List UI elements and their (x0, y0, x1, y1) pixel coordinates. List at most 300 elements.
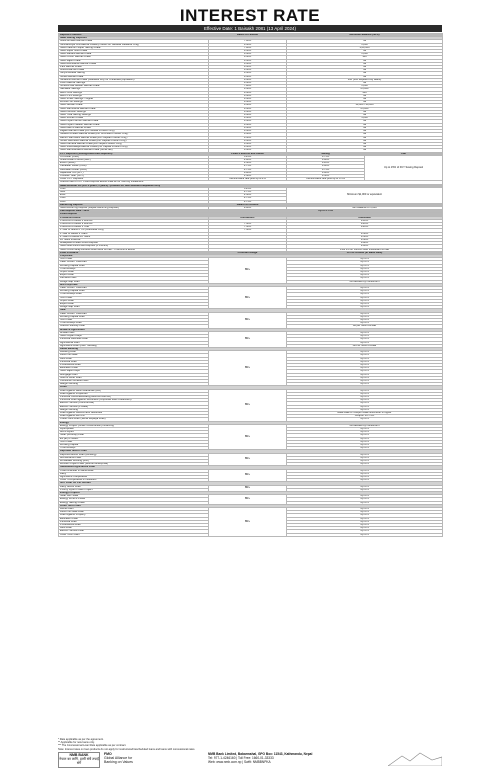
table-cell: Up to 4 (287, 315, 443, 318)
table-cell: Up to 4 (287, 408, 443, 411)
table-cell: Electric Vehicle (Commercial) (59, 402, 209, 405)
table-cell: 4.00% (209, 158, 287, 161)
table-cell: Interest Subsidy Loan (59, 325, 209, 328)
table-cell: 6.50% (209, 59, 287, 62)
table-cell: Women Project Loan (Women Enterprise) (59, 463, 209, 466)
table-cell: 5.25% (209, 187, 287, 190)
table-cell: Coupon 1% / 2% (287, 415, 443, 418)
table-cell: Solar Gov Solar (59, 495, 209, 498)
table-cell: 4.50% (209, 194, 287, 197)
website-link[interactable]: Web: www.nmb.com.np | Swift: NMBBNPKA (208, 760, 271, 764)
table-cell: Other Term Loan (59, 504, 443, 507)
table-cell: NMB Sthiram Khata (59, 117, 209, 120)
table-cell: 8.20% (287, 222, 443, 225)
table-cell: NMB Loyal Pradesh Bachat Khata (59, 123, 209, 126)
table-cell: Loan Against Property (59, 514, 209, 517)
table-cell: CAD (59, 197, 209, 200)
table-cell: Individual (287, 216, 443, 219)
table-cell: Up to 4 (287, 444, 443, 447)
table-cell: Australian Dollar (AUD) (59, 168, 209, 171)
table-cell: Good Amdani Bachat Khata (59, 40, 209, 43)
table-cell: Lagani Bachat Khata (For Mutual Product Only) (59, 130, 209, 133)
table-cell: Saving (287, 152, 365, 155)
table-cell: Nil (287, 126, 443, 129)
table-cell: NMB Sahara Bachat Khata (59, 53, 209, 56)
table-cell: Up to 4 (287, 264, 443, 267)
table-cell: NMB Sajilo Karja (59, 370, 209, 373)
table-cell: Surakshit Bachat Khata (Available only for Unbanked population) (59, 78, 209, 81)
table-cell: 0.40% (287, 165, 365, 168)
table-cell: 6.50% (209, 66, 287, 69)
table-cell: 4.75% (209, 197, 287, 200)
table-cell: Plus 1% on current fixed individual FD rate (287, 248, 443, 251)
table-cell: NMB Smart Savings - Digital (59, 98, 209, 101)
table-cell: NMB Remittance Bachat Khata (59, 62, 209, 65)
table-cell: Nil (287, 114, 443, 117)
table-cell: NST Loan for Per Annum (59, 482, 443, 485)
table-cell: 1,000 (287, 53, 443, 56)
table-cell: 1 Year to below 2 Yrs (Individual Only) (59, 229, 209, 232)
table-cell: Demand Loan (59, 277, 209, 280)
table-cell: GBP (59, 190, 209, 193)
table-cell: Electric Vehicle (Private) (59, 405, 209, 408)
table-cell: 2 Years to Below 10 Years (59, 235, 209, 238)
table-cell: Nil (287, 94, 443, 97)
table-cell: Cash Credit / Overdraft (59, 261, 209, 264)
table-cell: BR+ (209, 351, 287, 386)
table-cell: 9.00% (209, 206, 287, 209)
table-cell: Micro Hydro (59, 431, 209, 434)
table-cell: Up to 4 (287, 520, 443, 523)
table-cell: Trust Receipt Loan (59, 322, 209, 325)
table-cell: Trust Receipt Loan (59, 293, 209, 296)
table-cell: Fixed 6 Months and Above (209, 152, 287, 155)
table-cell: Working Capital Loan (59, 264, 209, 267)
table-cell: 25,000 (287, 107, 443, 110)
table-cell: Institutions (209, 216, 287, 219)
table-cell: Nil (287, 149, 443, 152)
table-cell: Agriculture Loan (Inter. Subsidy) (59, 344, 209, 347)
table-cell: Up to 4 (287, 498, 443, 501)
table-cell: Working Capital Loan (59, 290, 209, 293)
table-cell: 6.50% (209, 110, 287, 113)
table-cell: BR+ (209, 508, 287, 537)
table-cell: Mortgage Loan (59, 373, 209, 376)
table-cell: Call (365, 152, 443, 155)
table-cell: US Dollar (USD) (59, 155, 209, 158)
table-cell: NMB Gold Mitra Fixed Deposit (6 months) (59, 245, 209, 248)
table-cell: NMB Platinum Super Saving Khata (59, 46, 209, 49)
table-cell: Nil (287, 123, 443, 126)
table-cell: Nil (287, 139, 443, 142)
table-cell: Chinese Yuan (CNY) (59, 174, 209, 177)
table-cell: Professional Loan (59, 524, 209, 527)
table-cell: Personal Loan against Securities (Corporate Mobi Customers) (59, 399, 209, 402)
table-cell: Loan Against Properties (59, 392, 209, 395)
table-cell: Interest rate of FCY Fixed Deposit above shall be for monthly installment. (59, 181, 443, 184)
table-cell: 0.75% (287, 155, 365, 158)
table-cell: NMB Saving Deposits (59, 37, 443, 40)
table-cell: Nil (287, 136, 443, 139)
footer (58, 752, 442, 766)
table-cell: Premium Range (209, 251, 287, 254)
table-cell: Up to 4 (287, 338, 443, 341)
table-cell: Up to 4 (287, 319, 443, 322)
table-cell: Krishi Bachat Savings (59, 82, 209, 85)
table-cell: 7.50% (209, 222, 287, 225)
table-cell: Up to 4 (287, 376, 443, 379)
table-cell: Central Bank rate plus up to 2% (209, 178, 287, 181)
table-cell: 3.50% (209, 162, 287, 165)
table-cell: Priority Hydro Power Project (59, 488, 209, 491)
table-cell: NMB Super Gold Khata (59, 50, 209, 53)
table-cell: 1 Year to Below 2 Years (59, 232, 209, 235)
table-cell: Up to 4 (287, 293, 443, 296)
table-cell: EURO (EUR) (59, 162, 209, 165)
table-cell: Nil (287, 110, 443, 113)
table-cell: Up to 15% of FCY Saving Deposit (365, 155, 443, 181)
table-cell: Gold & Silver Loan (59, 376, 209, 379)
table-cell: 7.00% (209, 46, 287, 49)
table-cell: Up to 4 (287, 447, 443, 450)
table-cell: 8.20% (287, 226, 443, 229)
table-cell: Other FCY Deposits (59, 178, 209, 181)
table-cell: 6.50% (209, 94, 287, 97)
table-cell: 6.50% (209, 62, 287, 65)
bank-tagline: नेपाल का लागि, हामी संधै तपाइँ संगै (59, 757, 99, 765)
table-cell: Auto Loan (59, 527, 209, 530)
table-cell: 0.50% (287, 174, 365, 177)
table-cell: USD (59, 187, 209, 190)
table-cell: Nil (287, 142, 443, 145)
table-cell: 6.50% (209, 139, 287, 142)
table-cell: Professional Loan (59, 363, 209, 366)
table-cell: Sunhabishya Cha Bachat Khata (Product for Sanskar Rewards Only) (59, 43, 209, 46)
table-cell: Up to 4 (287, 514, 443, 517)
table-cell: Up to 4 (287, 476, 443, 479)
table-cell: Great Britain Pound (GBP) (59, 158, 209, 161)
table-cell: Home Loan (59, 508, 209, 511)
table-cell: Shree Samriddhi Bachat Khata (For Capital Product Only) (59, 139, 209, 142)
table-cell: Up to 4 (287, 472, 443, 475)
table-cell: Microfinance Loan (59, 456, 209, 459)
table-cell: Dairy Sector Loan (59, 485, 209, 488)
table-cell: NMB Jeevan Khata (59, 104, 209, 107)
table-cell: Up to 4 (287, 341, 443, 344)
table-cell: 3 Months to below 6 Months (59, 219, 209, 222)
table-cell: Bridge Gap Loan (59, 280, 209, 283)
table-cell: Up to 4 (287, 479, 443, 482)
effective-date-bar: Effective Date: 1 Baisakh 2081 (13 April 2024) (58, 25, 442, 32)
table-cell: 6.50% (209, 107, 287, 110)
bank-logo-text: NMB BANK (69, 753, 89, 757)
table-cell: Up to 4 (287, 261, 443, 264)
table-cell: Up to 4 (287, 437, 443, 440)
table-cell: Retail Banking (59, 347, 443, 350)
table-cell: Nil (287, 146, 443, 149)
table-cell: Other (59, 386, 443, 389)
fmo-subtext: Global Alliance for Banking on Values (104, 756, 133, 764)
table-cell: Up to 4 (287, 271, 443, 274)
table-cell: 6.50% (209, 117, 287, 120)
table-cell: 4.75% (209, 190, 287, 193)
table-cell: 8.18% (287, 219, 443, 222)
table-cell: Surya Muddat Saving (59, 72, 209, 75)
table-cell: Other Term Loan (59, 533, 209, 536)
footnote: * Rate applicable as per the agreement. (58, 738, 104, 741)
table-cell: NMB Kamana Bachat Khata (For Nepal Product Only) (59, 142, 209, 145)
table-cell: Up to 4 (287, 501, 443, 504)
table-cell: 6.50% (209, 126, 287, 129)
table-cell: Up to 4 (287, 511, 443, 514)
table-cell: 6.50% (209, 69, 287, 72)
rate-tables (58, 33, 442, 537)
table-cell: 0.10% (287, 162, 365, 165)
table-cell: 6.50% (209, 120, 287, 123)
table-cell: Deprived Sector Loan (59, 450, 443, 453)
table-cell: Mero Cool Savings (59, 91, 209, 94)
table-cell: Women Gil Savings (59, 101, 209, 104)
table-cell: Term Loan (59, 258, 209, 261)
table-cell: 6.50% (209, 104, 287, 107)
table-cell: Nil (287, 120, 443, 123)
table-cell: Up to 4 (287, 508, 443, 511)
table-cell: Wholesale Lending (MFI) (59, 460, 209, 463)
table-cell: Auto Loan (59, 357, 209, 360)
table-cell: Solar (Rooftop) Loan*** (59, 434, 209, 437)
table-cell: Up to 4 (287, 527, 443, 530)
table-cell: Nil (287, 101, 443, 104)
table-cell: 1,000 (287, 85, 443, 88)
footnote: ** Applicable for new loans only. (58, 741, 95, 745)
table-cell: Agriculture Cooperative (59, 476, 209, 479)
table-cell: Up to 4 (287, 299, 443, 302)
table-cell: Bridge Gap Loan (59, 306, 209, 309)
table-cell: Other Co-operative & Institution (59, 479, 209, 482)
table-cell: Term Loan (59, 319, 209, 322)
table-cell: Term Loan (59, 296, 209, 299)
table-cell: Loan Products (59, 251, 209, 254)
table-cell: Up to 4 (287, 287, 443, 290)
table-cell: Up to 4 (287, 312, 443, 315)
table-cell: 6.50% (209, 142, 287, 145)
table-cell: Up to 4 (287, 322, 443, 325)
address: NMB Bank Limited, Babarmahal, GPO Box: 11543, Kathmandu, Nepal (208, 752, 313, 756)
rate-table (58, 33, 443, 537)
table-cell: Land Purchase Loan (59, 511, 209, 514)
table-cell: Fixed Deposit (59, 213, 443, 216)
table-cell: Up to 4 (287, 488, 443, 491)
table-cell: Up to 4 (287, 434, 443, 437)
table-cell: Min Balance of 1,000 (287, 206, 443, 209)
table-cell: Up to 4 (287, 277, 443, 280)
table-cell: 6.50% (209, 78, 287, 81)
table-cell: Working Capital Loan (59, 315, 209, 318)
table-cell: Up to 4 (287, 530, 443, 533)
table-cell: 6.50% (209, 133, 287, 136)
table-cell: Energy Saving Power (59, 501, 209, 504)
table-cell: 6.50% (209, 149, 287, 152)
phone: Tel: 977-1-4246160 | Toll Free: 1660-01-33333 (208, 756, 274, 760)
nmb-logo (58, 752, 100, 768)
table-cell: Scheme Bai Jeevan Bachat Khata (59, 85, 209, 88)
table-cell: Hydropower (59, 427, 209, 430)
table-cell: Nil (287, 62, 443, 65)
table-cell: Up to 4 (287, 533, 443, 536)
table-cell: Personal Business Loan (59, 338, 209, 341)
footnotes (58, 738, 442, 751)
table-cell: Rates Per Annum (209, 203, 287, 206)
table-cell: Nil (287, 50, 443, 53)
table-cell: Up to 4 (287, 351, 443, 354)
page-title: INTEREST RATE (179, 6, 321, 25)
table-cell: Up to 4 (287, 460, 443, 463)
table-cell: Chiso Bhandar & Warehouse (59, 469, 209, 472)
table-cell: BR+ (209, 424, 287, 450)
table-cell: Up to 4 (287, 427, 443, 430)
table-cell: Up to 4 (287, 258, 443, 261)
table-cell: Nil (287, 130, 443, 133)
table-cell: Up to 4 (287, 399, 443, 402)
table-cell: 100 (287, 56, 443, 59)
table-cell: Mero PSS Savings (59, 94, 209, 97)
table-cell: BR+ (209, 485, 287, 491)
table-cell: Jestha Bachat Khata (59, 69, 209, 72)
table-cell: 0.00% (287, 171, 365, 174)
table-cell: Agricultural Loan (59, 341, 209, 344)
table-cell: Pani Bachat Khata (59, 66, 209, 69)
table-cell: Deposit Products (59, 34, 209, 37)
table-cell: 6.50% (209, 123, 287, 126)
table-cell: Up to 4 (287, 370, 443, 373)
table-cell: Up to 4 (287, 290, 443, 293)
table-cell: Up to 4 (287, 306, 443, 309)
table-cell: NMB Shikshalaya Bachat Khata (For Capital Product Only) (59, 146, 209, 149)
table-cell: BR+ (209, 389, 287, 421)
table-cell: Up to 4 (287, 418, 443, 421)
table-cell: 1,000 (287, 43, 443, 46)
table-cell: Mid Corporate (59, 283, 443, 286)
table-cell: Land Purchase (59, 354, 209, 357)
table-cell: NMB Chhori Bachat Khata (59, 56, 209, 59)
table-cell: 4.75% (209, 165, 287, 168)
table-cell: Up to 4 (287, 335, 443, 338)
table-cell: 6.50% (209, 114, 287, 117)
table-cell: 0.00% (209, 171, 287, 174)
table-cell: AUD (59, 200, 209, 203)
table-cell: Electric Vehicle Loan (59, 530, 209, 533)
table-cell: 5.25% (209, 155, 287, 158)
table-cell: Up to 3.75% (209, 210, 443, 213)
table-cell: NMB Samriddhashil Bachat Khata (Suna Jari) (59, 149, 209, 152)
table-cell: Dairy (59, 472, 209, 475)
table-cell: 6.50% (209, 91, 287, 94)
table-cell: NMB Remitter FD (For 3 years, 1 years) - product for Non Resident Nepalese Only (59, 184, 443, 187)
table-cell: Credit Card Loan (Sidha Rupaiya Loan) (59, 418, 209, 421)
table-cell: 6.50% (209, 101, 287, 104)
table-cell: NMB Pension Savings (59, 110, 209, 113)
table-cell: Margin Lending (59, 383, 209, 386)
table-cell: 1,00,000 (287, 46, 443, 49)
footnote: Note: Interest rates on loan products do not apply for restructured/rescheduled loans and loans with concessional rates. (58, 747, 196, 751)
table-cell: Nil (287, 75, 443, 78)
table-cell: Import Loan (59, 271, 209, 274)
table-cell: Education Loan (59, 517, 209, 520)
table-cell: NMB Samriddha Bachat Khata (59, 107, 209, 110)
table-cell: Up to 4 (287, 402, 443, 405)
table-cell: Up to 4 (287, 524, 443, 527)
table-cell: BR+ (209, 258, 287, 284)
table-cell: Japanese Yen (JPY) (59, 171, 209, 174)
table-cell: Up to 4 (287, 267, 443, 270)
footnote: *** The Concessional Loan Rate applicable as per contract. (58, 744, 127, 748)
table-cell: 8.50% (287, 239, 443, 242)
table-cell: Hamro Samriddhi Bachat Khata (For Capital Product Only) (59, 136, 209, 139)
table-cell: Central Bank rate plus up to 0.5% (287, 178, 365, 181)
table-cell: Minimum Balance (NPR) (287, 34, 443, 37)
table-cell: BR+ (209, 312, 287, 328)
table-cell: Canadian Dollar (CAD) (59, 165, 209, 168)
table-cell: 4.75% (209, 200, 287, 203)
table-cell: Up to 4 (287, 463, 443, 466)
table-cell: NMB Sajilo Khata (59, 59, 209, 62)
table-cell: NMB Yuva Saving Savings (59, 114, 209, 117)
table-cell: 6.50% (209, 146, 287, 149)
table-cell: 7.50% (209, 229, 287, 232)
table-cell: BR+ (209, 469, 287, 482)
table-cell: Trust Receipt (59, 447, 209, 450)
table-cell: BR+ (209, 453, 287, 466)
table-cell: Energy Project (Under Construction) Financing (59, 424, 209, 427)
table-cell: Up to 4 (287, 367, 443, 370)
table-cell: Up to 4 (287, 274, 443, 277)
table-cell: Up to 4 (287, 389, 443, 392)
table-cell: 100 (100 Rupees only Blank) (287, 78, 443, 81)
table-cell: Loan Against own FD (59, 415, 209, 418)
table-cell: As Per NRB Circular (287, 344, 443, 347)
table-cell: 10 Years & above (59, 239, 209, 242)
table-cell: Term Loan (59, 440, 209, 443)
table-cell: 1.50% (209, 174, 287, 177)
table-cell: Export Loan (59, 303, 209, 306)
table-cell: 9 Months to below 1 Year (59, 226, 209, 229)
table-cell: BR+ (209, 287, 287, 309)
table-cell: Up to 4 (287, 453, 443, 456)
table-cell: Cash Credit / Overdraft (59, 287, 209, 290)
table-cell: 10,000 / 20,000 (287, 104, 443, 107)
table-cell: Or Per Annum (in Base Rate) (287, 251, 443, 254)
table-cell: Loan Against Bank Guarantee (BG)** (59, 389, 209, 392)
table-cell: Nil (287, 66, 443, 69)
table-cell: Mitaspeed Amdani Fixed Deposit (59, 242, 209, 245)
table-cell: 6.50% (209, 56, 287, 59)
table-cell: BR+ (209, 331, 287, 347)
table-cell: MSME Loan (59, 331, 209, 334)
table-cell: 4.75% (209, 168, 287, 171)
table-cell: Ev (Ev) Product (59, 437, 209, 440)
table-cell: Base Rate or Coupon Rate whichever is higher (287, 411, 443, 414)
table-cell: 7.00% (209, 40, 287, 43)
table-cell: NMB Loyal Partner Bachat Khata (59, 120, 209, 123)
table-cell: As decided by consortium (287, 424, 443, 427)
table-cell: 6.50% (209, 72, 287, 75)
table-cell: As per NRB Circular (287, 325, 443, 328)
table-cell: Up to 4 (287, 363, 443, 366)
table-cell: Loan Against Government Securities (59, 411, 209, 414)
table-cell: Products/Tenure (59, 216, 209, 219)
table-cell: Cash Credit / Overdraft (59, 312, 209, 315)
table-cell: 6.50% (209, 82, 287, 85)
